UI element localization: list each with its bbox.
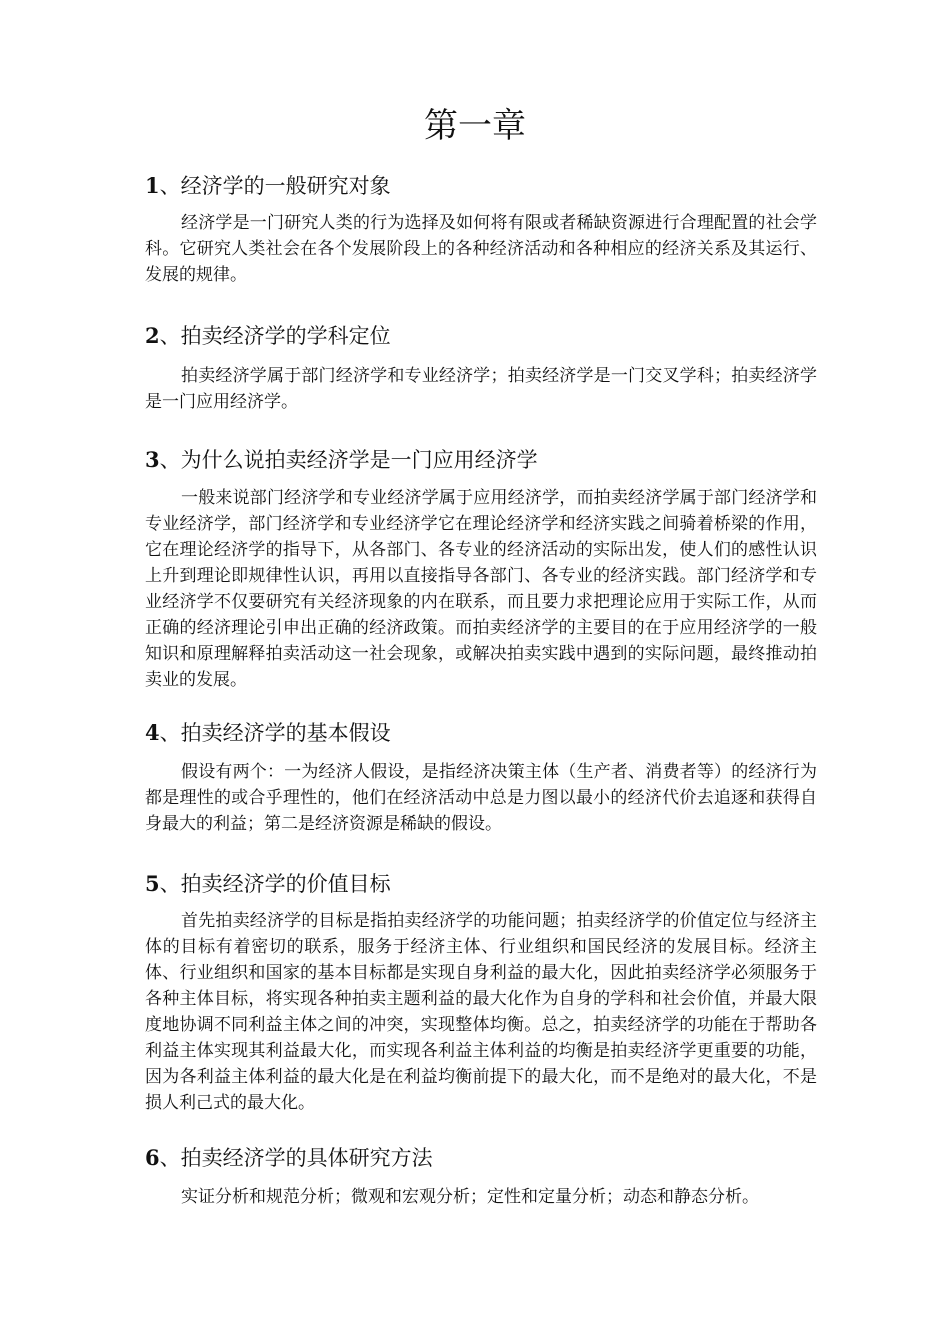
section-number-5: 5 (145, 871, 160, 896)
section-body-2: 拍卖经济学属于部门经济学和专业经济学；拍卖经济学是一门交叉学科；拍卖经济学是一门应用经济学。 (145, 366, 817, 412)
section-title-4: 、拍卖经济学的基本假设 (159, 721, 391, 745)
section-title-5: 、拍卖经济学的价值目标 (159, 872, 391, 896)
section-number-3: 3 (145, 447, 160, 472)
section-heading-4 (145, 719, 825, 747)
section-number-6: 6 (145, 1145, 160, 1170)
section-body-4: 假设有两个：一为经济人假设，是指经济决策主体（生产者、消费者等）的经济行为都是理性的或合乎理性的，他们在经济活动中总是力图以最小的经济代价去追逐和获得自身最大的利益；第二是经济资源是稀缺的假设。 (145, 762, 817, 834)
section-title-1: 、经济学的一般研究对象 (159, 174, 391, 198)
section-title-3: 、为什么说拍卖经济学是一门应用经济学 (159, 448, 538, 472)
section-heading-6 (145, 1144, 825, 1172)
section-number-1: 1 (145, 173, 160, 198)
section-number-4: 4 (145, 720, 160, 745)
section-number-2: 2 (145, 323, 160, 348)
section-title-6: 、拍卖经济学的具体研究方法 (159, 1146, 433, 1170)
section-heading-5 (145, 870, 825, 898)
section-body-5: 首先拍卖经济学的目标是指拍卖经济学的功能问题；拍卖经济学的价值定位与经济主体的目标有着密切的联系，服务于经济主体、行业组织和国民经济的发展目标。经济主体、行业组织和国家的基本目标都是实现自身利益的最大化，因此拍卖经济学必须服务于各种主体目标，将实现各种拍卖主题利益的最大化作为自身的学科和社会价值，并最大限度地协调不同利益主体之间的冲突，实现整体均衡。总之，拍卖经济学的功能在于帮助各利益主体实现其利益最大化，而实现各利益主体利益的均衡是拍卖经济学更重要的功能，因为各利益主体利益的最大化是在利益均衡前提下的最大化，而不是绝对的最大化，不是损人利己式的最大化。 (145, 911, 817, 1113)
chapter-title: 第一章 (424, 106, 526, 146)
section-heading-1 (145, 172, 825, 200)
section-body-1: 经济学是一门研究人类的行为选择及如何将有限或者稀缺资源进行合理配置的社会学科。它研究人类社会在各个发展阶段上的各种经济活动和各种相应的经济关系及其运行、发展的规律。 (145, 213, 817, 285)
section-body-6: 实证分析和规范分析；微观和宏观分析；定性和定量分析；动态和静态分析。 (181, 1187, 759, 1207)
section-title-2: 、拍卖经济学的学科定位 (159, 324, 391, 348)
section-heading-2 (145, 322, 825, 350)
section-body-3: 一般来说部门经济学和专业经济学属于应用经济学，而拍卖经济学属于部门经济学和专业经济学，部门经济学和专业经济学它在理论经济学和经济实践之间骑着桥梁的作用，它在理论经济学的指导下，从各部门、各专业的经济活动的实际出发，使人们的感性认识上升到理论即规律性认识，再用以直接指导各部门、各专业的经济实践。部门经济学和专业经济学不仅要研究有关经济现象的内在联系，而且要力求把理论应用于实际工作，从而正确的经济理论引申出正确的经济政策。而拍卖经济学的主要目的在于应用经济学的一般知识和原理解释拍卖活动这一社会现象，或解决拍卖实践中遇到的实际问题，最终推动拍卖业的发展。 (145, 488, 817, 690)
section-heading-3 (145, 446, 825, 474)
